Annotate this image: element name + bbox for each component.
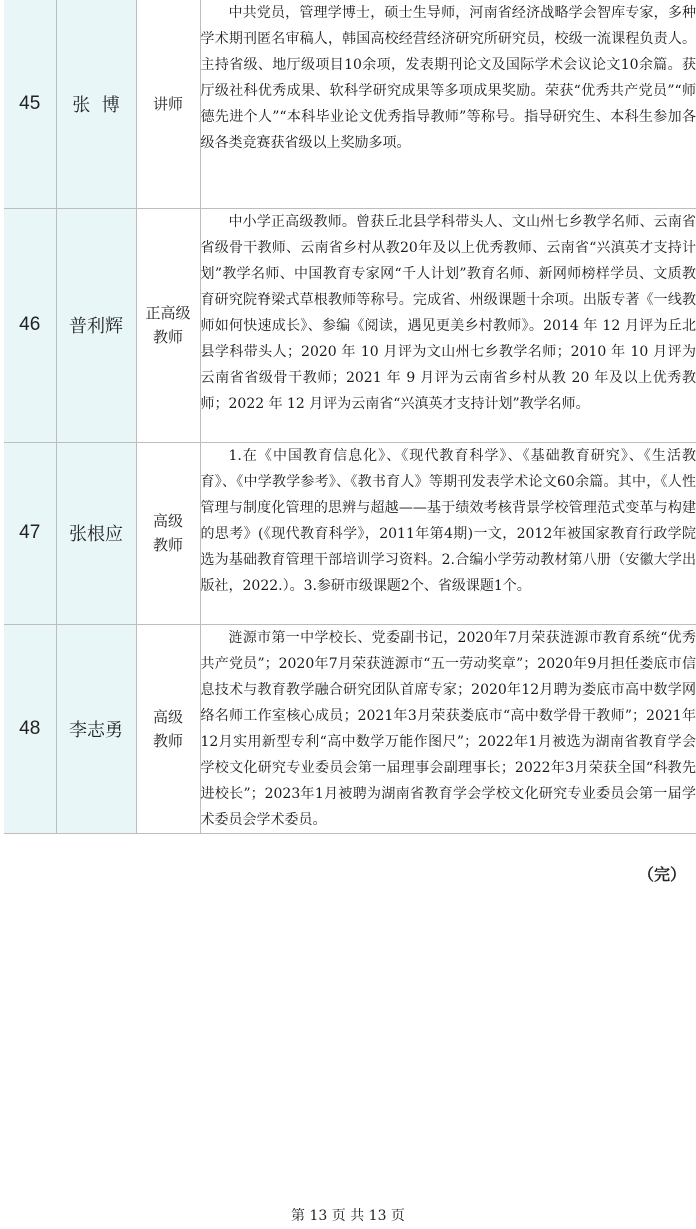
teacher-title-text: 正高级教师 — [145, 304, 191, 346]
end-mark: （完） — [637, 865, 686, 884]
teacher-title — [136, 208, 200, 442]
row-number: 47 — [4, 442, 56, 624]
teacher-name: 普利辉 — [56, 208, 136, 442]
table-row — [4, 208, 696, 442]
row-number: 48 — [4, 624, 56, 833]
teacher-name: 张根应 — [56, 442, 136, 624]
teacher-name: 李志勇 — [56, 624, 136, 833]
teacher-title-text: 高级教师 — [152, 707, 183, 750]
page-footer: 第 13 页 共 13 页 — [291, 1208, 405, 1224]
teacher-description: 中共党员，管理学博士，硕士生导师，河南省经济战略学会智库专家，多种学术期刊匿名审稿人，韩国高校经营经济研究所研究员，校级一流课程负责人。主持省级、地厅级项目10余项，发表期刊论文及国际学术会议论文10余篇。获厅级社科优秀成果、软科学研究成果等多项成果奖励。荣获“优秀共产党员”“师德先进个人”“本科毕业论文优秀指导教师”等称号。指导研究生、本科生参加各级各类竞赛获省级以上奖励多项。 — [200, 0, 696, 208]
table-row — [4, 442, 696, 624]
table-row — [4, 0, 696, 208]
teacher-table — [4, 0, 696, 834]
teacher-title — [136, 624, 200, 833]
table-row — [4, 624, 696, 833]
teacher-description: 涟源市第一中学校长、党委副书记，2020年7月荣获涟源市教育系统“优秀共产党员”；2020年7月荣获涟源市“五一劳动奖章”；2020年9月担任娄底市信息技术与教育教学融合研究团队首席专家；2020年12月聘为娄底市高中数学网络名师工作室核心成员；2021年3月荣获娄底市“高中数学骨干教师”；2021年12月实用新型专利“高中数学万能作图尺”；2022年1月被选为湖南省教育学会学校文化研究专业委员会第一届理事会副理事长；2022年3月荣获全国“科教先进校长”；2023年1月被聘为湖南省教育学会学校文化研究专业委员会第一届学术委员会学术委员。 — [200, 624, 696, 833]
teacher-description: 中小学正高级教师。曾获丘北县学科带头人、文山州七乡教学名师、云南省省级骨干教师、云南省乡村从教20年及以上优秀教师、云南省“兴滇英才支持计划”教学名师、中国教育专家网“千人计划”教育名师、新网师榜样学员、文质教育研究院脊梁式草根教师等称号。完成省、州级课题十余项。出版专著《一线教师如何快速成长》、参编《阅读，遇见更美乡村教师》。2014 年 12 月评为丘北县学科带头人；2020 年 10 月评为文山州七乡教学名师；2010 年 10 月评为云南省省级骨干教师；2021 年 9 月评为云南省乡村从教 20 年及以上优秀教师；2022 年 12 月评为云南省“兴滇英才支持计划”教学名师。 — [200, 208, 696, 442]
row-number: 45 — [4, 0, 56, 208]
row-number: 46 — [4, 208, 56, 442]
teacher-title-text: 高级教师 — [152, 512, 183, 554]
teacher-name: 张 博 — [56, 0, 136, 208]
teacher-title — [136, 442, 200, 624]
teacher-title: 讲师 — [136, 0, 200, 208]
teacher-description: 1.在《中国教育信息化》、《现代教育科学》、《基础教育研究》、《生活教育》、《中学教学参考》、《教书育人》等期刊发表学术论文60余篇。其中，《人性管理与制度化管理的思辨与超越——基于绩效考核背景学校管理范式变革与构建的思考》(《现代教育科学》，2011年第4期)一文，2012年被国家教育行政学院选为基础教育管理干部培训学习资料。2.合编小学劳动教材第八册（安徽大学出版社，2022.）。3.参研市级课题2个、省级课题1个。 — [200, 442, 696, 624]
